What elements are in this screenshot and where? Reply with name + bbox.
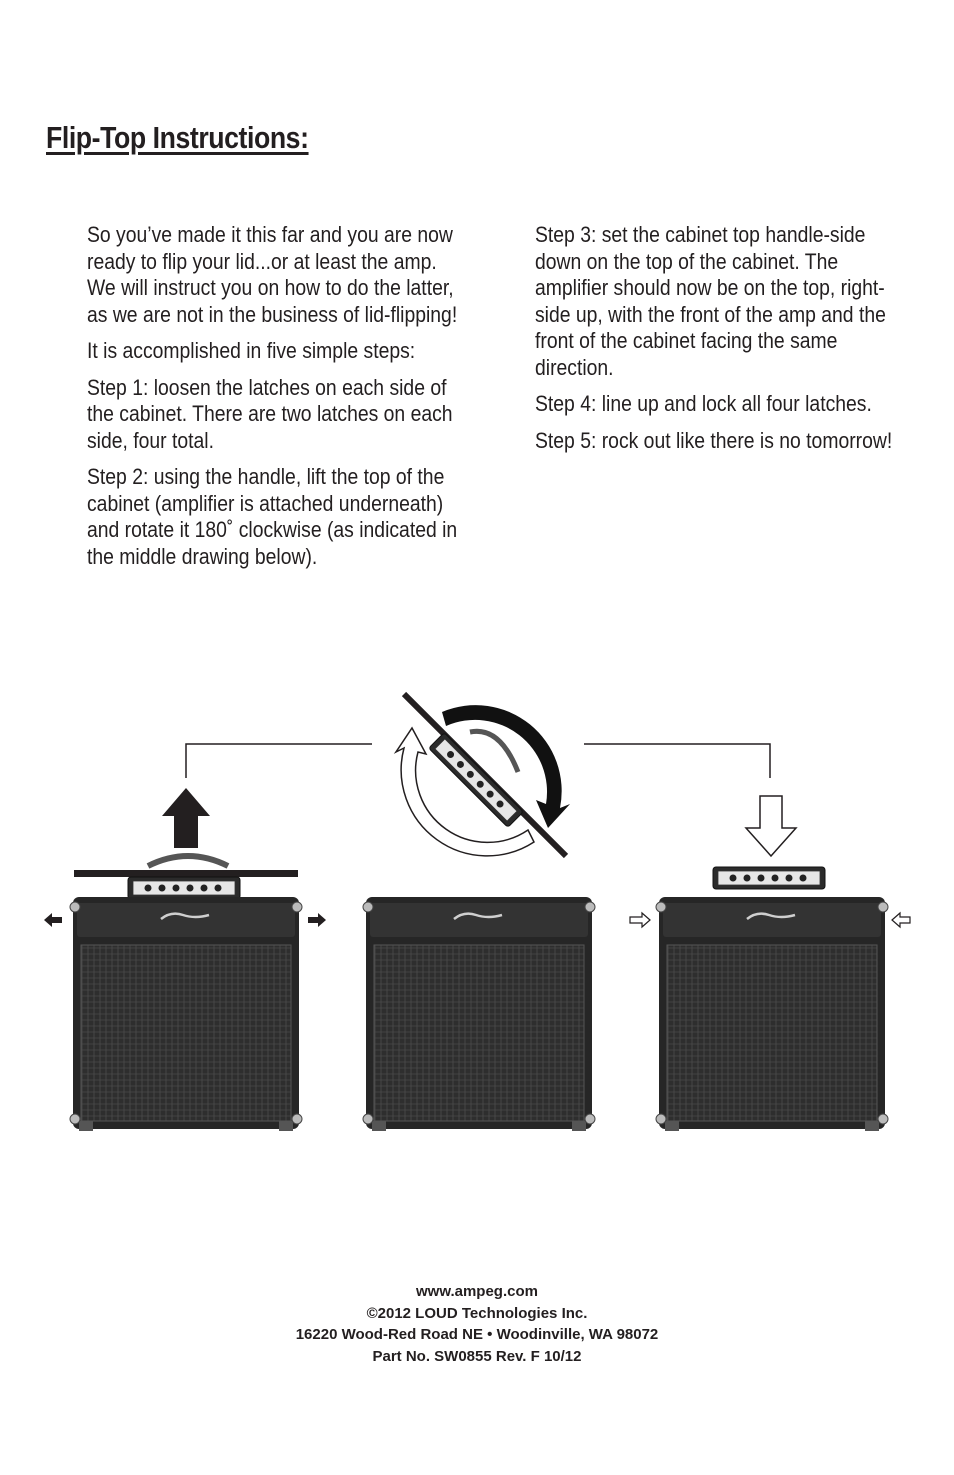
step-2: Step 2: using the handle, lift the top of the cabinet (amplifier is attached underneath) and rotate it 180˚ clockwise (as indicated in the middle drawing below). — [87, 464, 458, 569]
latch-release-right-arrow-icon — [308, 913, 326, 927]
set-down-arrow-icon — [746, 796, 796, 856]
rotate-arrow-outline-icon — [396, 728, 534, 856]
step-4: Step 4: line up and lock all four latches. — [535, 391, 872, 416]
footer-website: www.ampeg.com — [416, 1283, 538, 1300]
instructions-right-column — [535, 222, 954, 464]
intro-paragraph: So you’ve made it this far and you are now ready to flip your lid...or at least the amp. We will instruct you on how to do the latter, as we are not in the business of lid-flipping! — [87, 222, 458, 327]
step-5: Step 5: rock out like there is no tomorrow! — [535, 427, 893, 453]
step-3: Step 3: set the cabinet top handle-side down on the top of the cabinet. The amplifier should now be on the top, right-side up, with the front of the amp and the front of the cabinet facing the same direction. — [535, 222, 886, 380]
latch-lock-left-arrow-icon — [630, 913, 650, 927]
footer-part-number: Part No. SW0855 Rev. F 10/12 — [372, 1347, 582, 1365]
steps-intro: It is accomplished in five simple steps: — [87, 338, 416, 363]
instructions-left-column — [87, 222, 517, 580]
cabinet-lifted-lid — [70, 856, 302, 1131]
connector-line-left — [186, 744, 372, 778]
step-1: Step 1: loosen the latches on each side of the cabinet. There are two latches on each side, four total. — [87, 374, 453, 453]
latch-lock-right-arrow-icon — [892, 913, 910, 927]
footer-address: 16220 Wood-Red Road NE • Woodinville, WA 98072 — [295, 1326, 659, 1343]
flip-top-diagram — [0, 680, 954, 1150]
cabinet-open — [363, 897, 595, 1131]
lift-up-arrow-icon — [162, 788, 210, 848]
rotation-graphic — [396, 694, 570, 856]
connector-line-right — [584, 744, 770, 778]
latch-release-left-arrow-icon — [44, 913, 62, 927]
page-title: Flip-Top Instructions: — [46, 120, 309, 155]
footer-copyright: ©2012 LOUD Technologies Inc. — [366, 1304, 588, 1322]
cabinet-flipped-lid — [656, 867, 888, 1131]
footer — [0, 1281, 954, 1367]
